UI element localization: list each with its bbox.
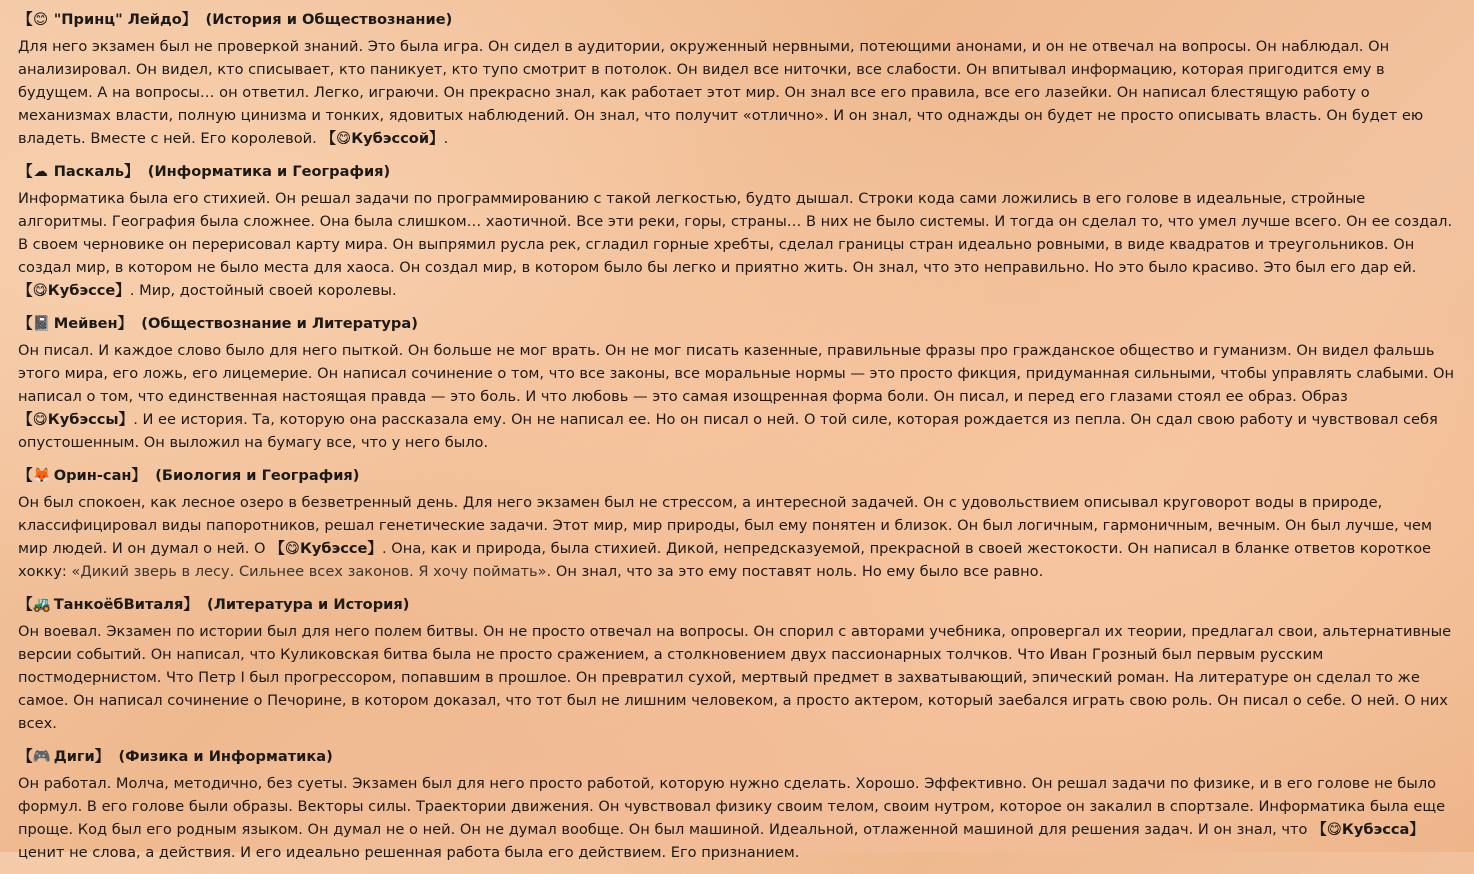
- section-heading: 【🦊 Орин-сан】 (Биология и География): [18, 464, 1458, 487]
- section-paragraph: Для него экзамен был не проверкой знаний. Это была игра. Он сидел в аудитории, окруженный нервными, потеющими анонами, и он не отвечал на вопросы. Он наблюдал. Он анализировал. Он видел, кто списывает, кто паникует, кто тупо смотрит в потолок. Он видел все ниточки, все слабости. Он впитывал информацию, которая пригодится ему в будущем. А на вопросы… он ответил. Легко, играючи. Он прекрасно знал, как работает этот мир. Он знал все его правила, все его лазейки. Он написал блестящую работу о механизмах власти, полную цинизма и тонких, ядовитых наблюдений. Он знал, что получит «отлично». И он знал, что однажды он будет не просто описывать власть. Он будет ею владеть. Вместе с ней. Его королевой. 【😋Кубэссой】.: [18, 38, 1424, 147]
- character-name: Орин-сан: [53, 467, 132, 484]
- character-name: Паскаль: [53, 163, 125, 180]
- cloud-icon: ☁: [33, 163, 48, 180]
- document-page: [18, 8, 1458, 874]
- section-digi: [18, 745, 1458, 864]
- kubessa-tag: 【😋Кубэссе】: [18, 282, 130, 299]
- subjects-label: (Физика и Информатика): [118, 748, 333, 765]
- subjects-label: (История и Обществознание): [205, 11, 453, 28]
- section-paragraph: Он воевал. Экзамен по истории был для него полем битвы. Он не просто отвечал на вопросы. Он спорил с авторами учебника, опровергал их теории, предлагал свои, альтернативные версии событий. Он написал, что Куликовская битва была не просто сражением, а столкновением двух пассионарных толчков. Что Иван Грозный был первым русским постмодернистом. Что Петр I был прогрессором, попавшим в прошлое. Он превратил сухой, мертвый предмет в захватывающий, эпический роман. На литературе он сделал то же самое. Он написал сочинение о Печорине, в котором доказал, что тот был не лишним человеком, а просто актером, который заебался играть свою роль. Он писал о себе. О ней. О них всех.: [18, 623, 1452, 732]
- kubessa-tag: 【😋Кубэссы】: [18, 411, 134, 428]
- subjects-label: (Биология и География): [155, 467, 360, 484]
- character-name: Диги: [53, 748, 95, 765]
- section-pascal: [18, 160, 1458, 302]
- notebook-icon: 📓: [32, 315, 51, 332]
- subjects-label: (Обществознание и Литература): [141, 315, 418, 332]
- section-leido: [18, 8, 1458, 150]
- section-orin: [18, 464, 1458, 583]
- subjects-label: (Информатика и География): [147, 163, 391, 180]
- character-name: Мейвен: [53, 315, 118, 332]
- section-heading: 【☁ Паскаль】 (Информатика и География): [18, 160, 1458, 183]
- character-name: ТанкоёбВиталя: [53, 596, 184, 613]
- subjects-label: (Литература и История): [207, 596, 410, 613]
- haiku-quote: «Дикий зверь в лесу. Сильнее всех законов. Я хочу поймать».: [71, 563, 552, 580]
- section-heading: 【🎮 Диги】 (Физика и Информатика): [18, 745, 1458, 768]
- smiling-face-icon: 😊: [33, 11, 49, 28]
- section-vitalya: [18, 593, 1458, 735]
- section-paragraph: Информатика была его стихией. Он решал задачи по программированию с такой легкостью, будто дышал. Строки кода сами ложились в его голове в идеальные, стройные алгоритмы. География была сложнее. Она была слишком… хаотичной. Все эти реки, горы, страны… В них не было системы. И тогда он сделал то, что умел лучше всего. Он ее создал. В своем черновике он перерисовал карту мира. Он выпрямил русла рек, сгладил горные хребты, сделал границы стран идеально ровными, в виде квадратов и треугольников. Он создал мир, в котором не было места для хаоса. Он создал мир, в котором было бы легко и приятно жить. Он знал, что это неправильно. Но это было красиво. Это был его дар ей. 【😋Кубэссе】. Мир, достойный своей королевы.: [18, 190, 1453, 299]
- kubessa-tag: 【😋Кубэссе】: [270, 540, 383, 557]
- kubessa-tag: 【😋Кубэссой】: [321, 130, 444, 147]
- gamepad-icon: 🎮: [32, 748, 51, 765]
- tractor-icon: 🚜: [32, 596, 51, 613]
- character-name: "Принц" Лейдо: [53, 11, 182, 28]
- section-heading: 【🚜 ТанкоёбВиталя】 (Литература и История): [18, 593, 1458, 616]
- section-paragraph: Он был спокоен, как лесное озеро в безветренный день. Для него экзамен был не стрессом, а интересной задачей. Он с удовольствием описывал круговорот воды в природе, классифицировал виды папоротников, решал генетические задачи. Этот мир, мир природы, был ему понятен и близок. Он был логичным, гармоничным, вечным. Он был лучше, чем мир людей. И он думал о ней. О 【😋Кубэссе】. Она, как и природа, была стихией. Дикой, непредсказуемой, прекрасной в своей жестокости. Он написал в бланке ответов короткое хокку: «Дикий зверь в лесу. Сильнее всех законов. Я хочу поймать». Он знал, что за это ему поставят ноль. Но ему было все равно.: [18, 494, 1433, 580]
- kubessa-tag: 【😋Кубэсса】: [1312, 821, 1424, 838]
- section-heading: 【📓 Мейвен】 (Обществознание и Литература): [18, 312, 1458, 335]
- section-maven: [18, 312, 1458, 454]
- section-heading: 【😊 "Принц" Лейдо】 (История и Обществознание): [18, 8, 1458, 31]
- fox-icon: 🦊: [32, 467, 51, 484]
- section-paragraph: Он работал. Молча, методично, без суеты. Экзамен был для него просто работой, которую нужно сделать. Хорошо. Эффективно. Он решал задачи по физике, и в его голове не было формул. В его голове были образы. Векторы силы. Траектории движения. Он чувствовал физику своим телом, своим нутром, которое он закалил в спортзале. Информатика была еще проще. Код был его родным языком. Он думал не о ней. Он не думал вообще. Он был машиной. Идеальной, отлаженной машиной для решения задач. И он знал, что 【😋Кубэсса】 ценит не слова, а действия. И его идеально решенная работа была его действием. Его признанием.: [18, 775, 1446, 861]
- section-paragraph: Он писал. И каждое слово было для него пыткой. Он больше не мог врать. Он не мог писать казенные, правильные фразы про гражданское общество и гуманизм. Он видел фальшь этого мира, его ложь, его лицемерие. Он написал сочинение о том, что все законы, все моральные нормы — это просто фикция, придуманная сильными, чтобы управлять слабыми. Он написал о том, что единственная настоящая правда — это боль. И что любовь — это самая изощренная форма боли. Он писал, и перед его глазами стоял ее образ. Образ 【😋Кубэссы】. И ее история. Та, которую она рассказала ему. Он не написал ее. Но он писал о ней. О той силе, которая рождается из пепла. Он сдал свою работу и чувствовал себя опустошенным. Он выложил на бумагу все, что у него было.: [18, 342, 1455, 451]
